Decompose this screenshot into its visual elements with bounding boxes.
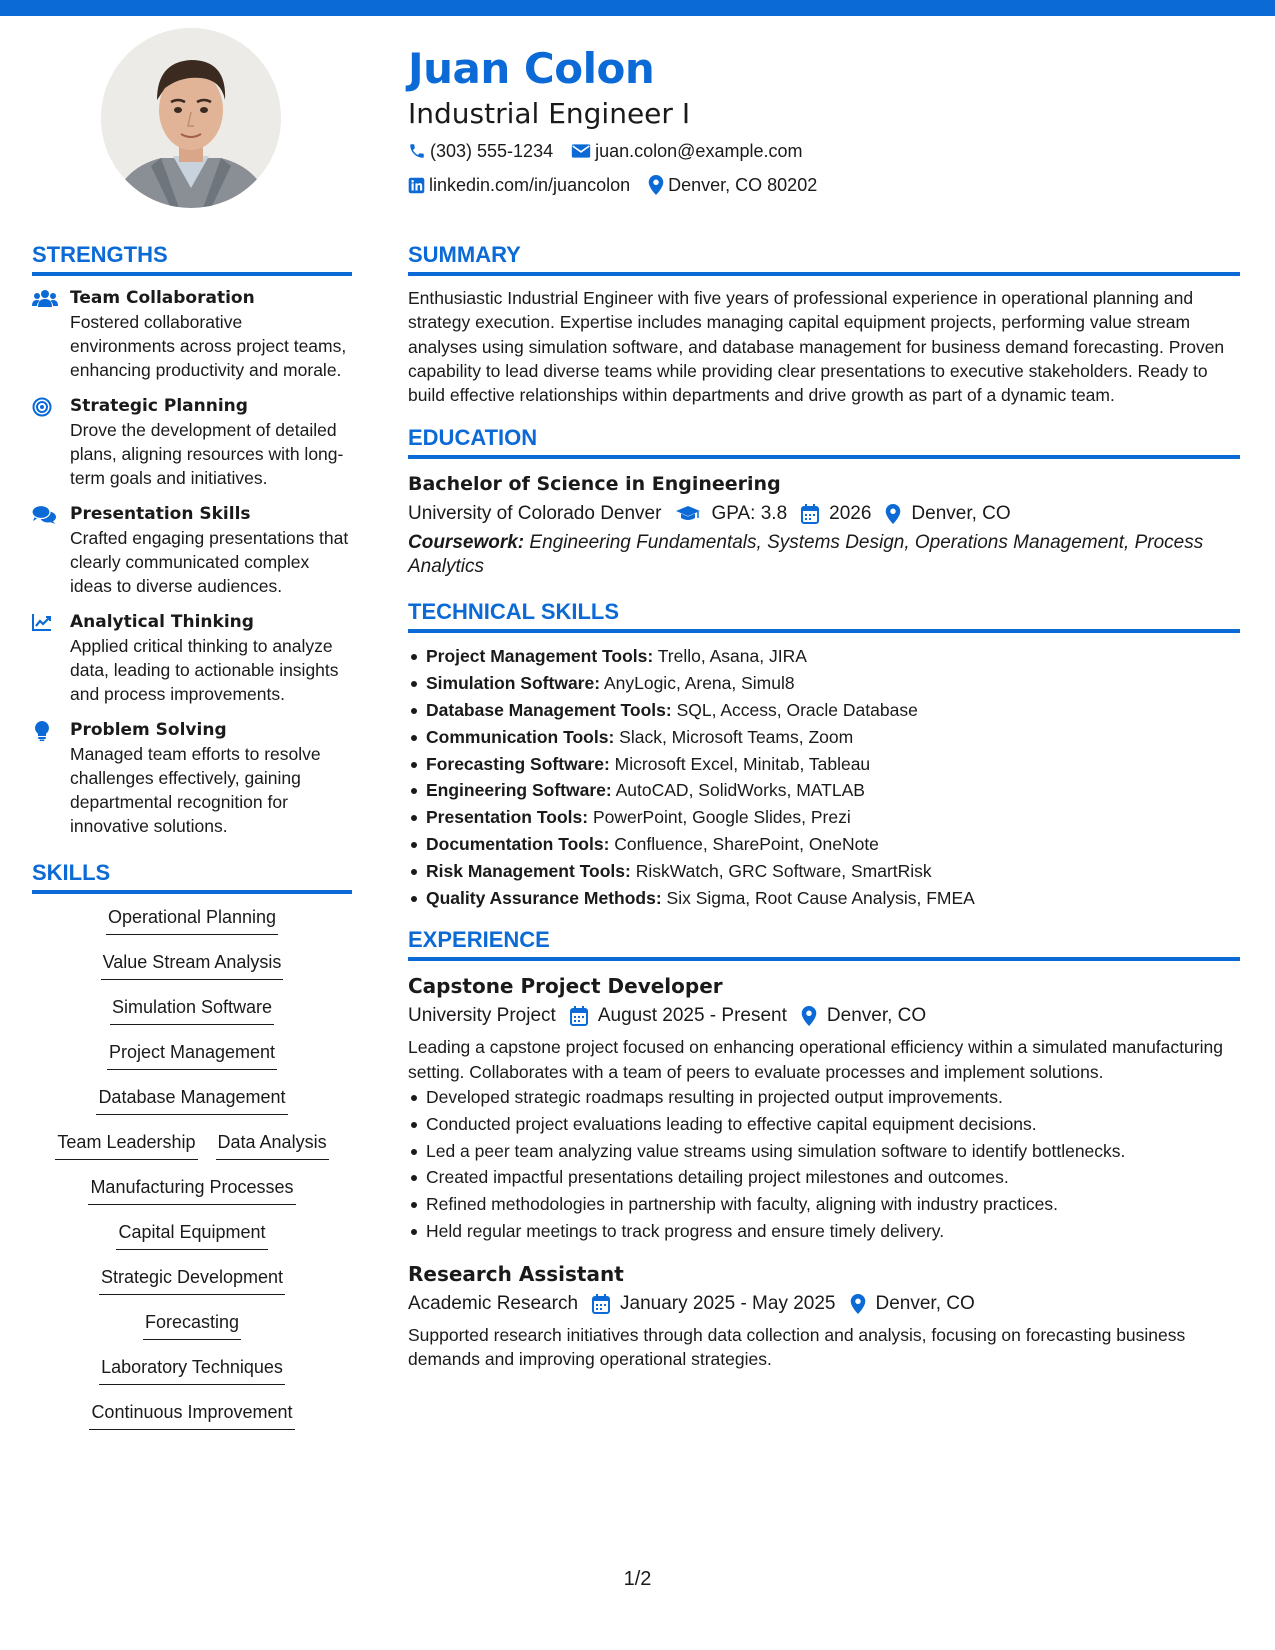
job-description: Leading a capstone project focused on enhancing operational efficiency within a simulated manufacturing setting. Collaborates with a team of peers to evaluate processes and implement solutions. bbox=[408, 1037, 1223, 1082]
gpa-text: GPA: 3.8 bbox=[711, 503, 788, 525]
skills-list bbox=[32, 904, 352, 1444]
tech-label: Communication Tools: bbox=[426, 726, 615, 747]
strength-desc: Fostered collaborative environments across project teams, enhancing productivity and morale. bbox=[70, 312, 347, 380]
graduation-year: 2026 bbox=[829, 503, 872, 525]
linkedin-icon bbox=[408, 177, 425, 194]
skill-tag: Data Analysis bbox=[216, 1129, 329, 1160]
skill-tag: Team Leadership bbox=[55, 1129, 197, 1160]
education-location: Denver, CO bbox=[911, 503, 1011, 525]
chart-line-icon bbox=[32, 613, 52, 631]
list-item: Refined methodologies in partnership with faculty, aligning with industry practices. bbox=[408, 1191, 1240, 1218]
education-heading: EDUCATION bbox=[408, 423, 1240, 459]
job-entry-title: Research Assistant bbox=[408, 1261, 624, 1286]
envelope-icon bbox=[571, 143, 591, 159]
tech-value: Six Sigma, Root Cause Analysis, FMEA bbox=[666, 887, 975, 908]
phone-icon bbox=[408, 142, 426, 160]
tech-label: Quality Assurance Methods: bbox=[426, 887, 662, 908]
skill-tag: Strategic Development bbox=[99, 1264, 285, 1295]
skill-tag: Capital Equipment bbox=[116, 1219, 267, 1250]
strength-item bbox=[32, 286, 352, 382]
strength-title: Analytical Thinking bbox=[70, 612, 254, 632]
coursework-label: Coursework: bbox=[408, 532, 525, 554]
technical-skills-list bbox=[408, 643, 1240, 911]
linkedin-text: linkedin.com/in/juancolon bbox=[429, 175, 631, 195]
skill-tag: Forecasting bbox=[143, 1309, 241, 1340]
list-item bbox=[408, 804, 1240, 831]
strengths-heading: STRENGTHS bbox=[32, 240, 352, 276]
portrait-image bbox=[101, 28, 281, 208]
email-text: juan.colon@example.com bbox=[595, 141, 803, 161]
tech-label: Risk Management Tools: bbox=[426, 860, 631, 881]
list-item: Created impactful presentations detailing project milestones and outcomes. bbox=[408, 1164, 1240, 1191]
list-item bbox=[408, 670, 1240, 697]
job-entry bbox=[408, 971, 1240, 1244]
strength-desc: Applied critical thinking to analyze data, leading to actionable insights and process improvements. bbox=[70, 636, 339, 704]
job-dates: August 2025 - Present bbox=[597, 1005, 787, 1027]
list-item bbox=[408, 724, 1240, 751]
summary-text: Enthusiastic Industrial Engineer with five years of professional experience in operational planning and strategy execution. Expertise includes managing capital equipment projects, performing value stream analyses using simulation software, and database management for business demand forecasting. Proven capability to lead diverse teams while providing clear presentations to executive stakeholders. Ready to build effective relationships within departments and drive growth as part of a dynamic team. bbox=[408, 288, 1225, 406]
job-org: Academic Research bbox=[408, 1292, 579, 1314]
tech-label: Simulation Software: bbox=[426, 673, 601, 694]
map-pin-icon bbox=[648, 175, 664, 195]
contact-row-1 bbox=[408, 136, 1238, 166]
email-contact[interactable] bbox=[571, 136, 802, 166]
tech-label: Presentation Tools: bbox=[426, 807, 589, 828]
job-location: Denver, CO bbox=[826, 1005, 927, 1027]
tech-value: AutoCAD, SolidWorks, MATLAB bbox=[615, 780, 865, 801]
list-item bbox=[408, 885, 1240, 912]
job-bullets bbox=[408, 1084, 1240, 1245]
skills-heading: SKILLS bbox=[32, 858, 352, 894]
profile-photo bbox=[101, 28, 281, 208]
lightbulb-icon bbox=[35, 721, 49, 741]
list-item bbox=[408, 777, 1240, 804]
summary-heading: SUMMARY bbox=[408, 240, 1240, 276]
education-meta bbox=[408, 499, 1240, 529]
skill-tag: Continuous Improvement bbox=[89, 1399, 294, 1430]
map-pin-icon bbox=[885, 504, 901, 524]
strength-item bbox=[32, 502, 352, 598]
tech-label: Forecasting Software: bbox=[426, 753, 610, 774]
experience-heading: EXPERIENCE bbox=[408, 925, 1240, 961]
strength-desc: Crafted engaging presentations that clearly communicated complex ideas to diverse audiences. bbox=[70, 528, 349, 596]
candidate-name: Juan Colon bbox=[408, 44, 655, 93]
job-location: Denver, CO bbox=[875, 1292, 975, 1314]
location-contact bbox=[648, 170, 817, 200]
list-item bbox=[408, 643, 1240, 670]
list-item: Conducted project evaluations leading to effective capital equipment decisions. bbox=[408, 1111, 1240, 1138]
contact-row-2 bbox=[408, 170, 1238, 200]
calendar-icon bbox=[592, 1294, 610, 1314]
school-name: University of Colorado Denver bbox=[408, 503, 662, 525]
job-dates: January 2025 - May 2025 bbox=[620, 1292, 836, 1314]
job-meta bbox=[408, 1289, 1240, 1319]
job-meta bbox=[408, 1001, 1240, 1031]
users-icon bbox=[32, 289, 58, 307]
skill-tag: Operational Planning bbox=[106, 904, 278, 935]
location-text: Denver, CO 80202 bbox=[668, 175, 818, 195]
tech-label: Project Management Tools: bbox=[426, 646, 654, 667]
tech-value: Confluence, SharePoint, OneNote bbox=[614, 834, 879, 855]
tech-label: Documentation Tools: bbox=[426, 834, 610, 855]
skill-tag: Project Management bbox=[107, 1039, 277, 1070]
graduation-cap-icon bbox=[675, 505, 701, 523]
linkedin-contact[interactable] bbox=[408, 170, 630, 200]
page-number: 1/2 bbox=[623, 1568, 652, 1590]
coursework-text: Engineering Fundamentals, Systems Design, Operations Management, Process Analytics bbox=[408, 532, 1204, 578]
skill-tag: Laboratory Techniques bbox=[99, 1354, 285, 1385]
tech-label: Database Management Tools: bbox=[426, 700, 672, 721]
technical-skills-heading: TECHNICAL SKILLS bbox=[408, 597, 1240, 633]
top-accent-bar bbox=[0, 0, 1275, 16]
strength-desc: Drove the development of detailed plans, aligning resources with long-term goals and initiatives. bbox=[70, 420, 344, 488]
job-title: Industrial Engineer I bbox=[408, 97, 691, 130]
phone-contact[interactable] bbox=[408, 136, 553, 166]
left-column bbox=[32, 240, 352, 1444]
strength-title: Presentation Skills bbox=[70, 504, 251, 524]
map-pin-icon bbox=[801, 1006, 817, 1026]
tech-value: SQL, Access, Oracle Database bbox=[676, 700, 918, 721]
list-item bbox=[408, 697, 1240, 724]
job-entry-title: Capstone Project Developer bbox=[408, 974, 723, 999]
tech-value: Slack, Microsoft Teams, Zoom bbox=[619, 726, 854, 747]
target-icon bbox=[32, 397, 52, 417]
right-column bbox=[408, 240, 1240, 1385]
tech-value: Trello, Asana, JIRA bbox=[657, 646, 807, 667]
tech-value: PowerPoint, Google Slides, Prezi bbox=[592, 807, 851, 828]
map-pin-icon bbox=[850, 1294, 866, 1314]
list-item: Developed strategic roadmaps resulting in projected output improvements. bbox=[408, 1084, 1240, 1111]
list-item bbox=[408, 858, 1240, 885]
strength-title: Team Collaboration bbox=[70, 288, 255, 308]
list-item: Led a peer team analyzing value streams using simulation software to identify bottlenecks. bbox=[408, 1138, 1240, 1165]
skill-tag: Database Management bbox=[96, 1084, 287, 1115]
strength-title: Problem Solving bbox=[70, 720, 227, 740]
strength-item bbox=[32, 718, 352, 838]
list-item bbox=[408, 751, 1240, 778]
skill-tag: Simulation Software bbox=[110, 994, 274, 1025]
tech-label: Engineering Software: bbox=[426, 780, 612, 801]
comments-icon bbox=[32, 505, 56, 525]
strength-title: Strategic Planning bbox=[70, 396, 248, 416]
job-description: Supported research initiatives through data collection and analysis, focusing on forecasting business demands and improving operational strategies. bbox=[408, 1324, 1186, 1370]
strength-desc: Managed team efforts to resolve challenges effectively, gaining departmental recognition for innovative solutions. bbox=[70, 744, 321, 836]
calendar-icon bbox=[570, 1006, 588, 1026]
skill-tag: Value Stream Analysis bbox=[101, 949, 284, 980]
job-org: University Project bbox=[408, 1005, 556, 1027]
degree-title: Bachelor of Science in Engineering bbox=[408, 473, 781, 496]
tech-value: RiskWatch, GRC Software, SmartRisk bbox=[635, 860, 932, 881]
list-item bbox=[408, 831, 1240, 858]
header bbox=[408, 40, 1238, 200]
calendar-icon bbox=[801, 504, 819, 524]
strength-item bbox=[32, 610, 352, 706]
list-item: Held regular meetings to track progress and ensure timely delivery. bbox=[408, 1218, 1240, 1245]
strength-item bbox=[32, 394, 352, 490]
skill-tag: Manufacturing Processes bbox=[88, 1174, 295, 1205]
job-entry bbox=[408, 1259, 1240, 1372]
tech-value: Microsoft Excel, Minitab, Tableau bbox=[614, 753, 871, 774]
tech-value: AnyLogic, Arena, Simul8 bbox=[603, 673, 795, 694]
coursework bbox=[408, 531, 1240, 579]
phone-text: (303) 555-1234 bbox=[430, 141, 554, 161]
